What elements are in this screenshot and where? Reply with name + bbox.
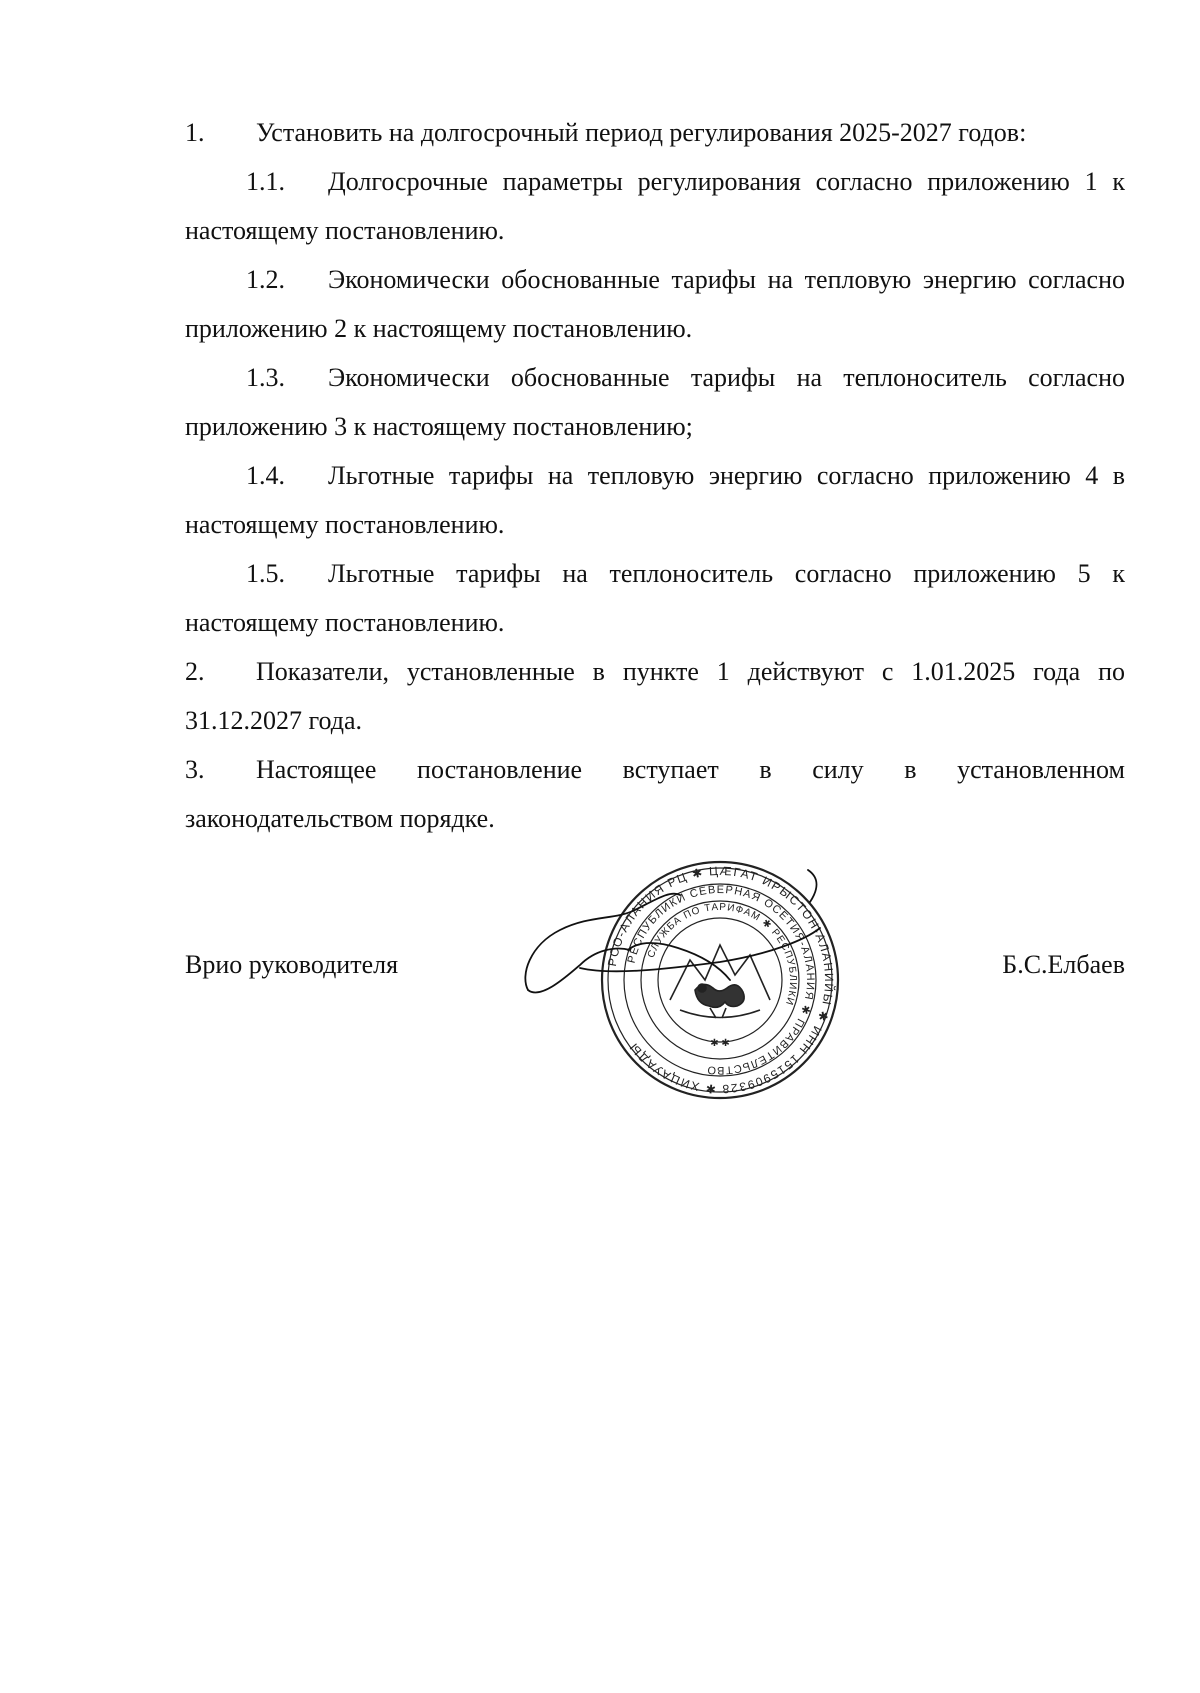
paragraph-number: 1.4. [246, 461, 285, 490]
paragraph-1 [185, 108, 1125, 157]
paragraph-text: Установить на долгосрочный период регулирования 2025-2027 годов: [256, 118, 1027, 147]
signer-name: Б.С.Елбаев [1002, 950, 1125, 979]
paragraph-text: Настоящее постановление вступает в силу в установленном законодательством порядке. [185, 755, 1125, 833]
paragraph-text: Льготные тарифы на тепловую энергию согласно приложению 4 в настоящему постановлению. [185, 461, 1125, 539]
paragraph-1-2 [185, 255, 1125, 353]
paragraph-1-5 [185, 549, 1125, 647]
official-stamp-with-signature [520, 850, 840, 1110]
stamp-lettering [605, 864, 837, 1096]
paragraph-text: Экономически обоснованные тарифы на тепловую энергию согласно приложению 2 к настоящему постановлению. [185, 265, 1125, 343]
paragraph-number: 2. [185, 657, 205, 686]
paragraph-1-1 [185, 157, 1125, 255]
paragraph-text: Показатели, установленные в пункте 1 действуют с 1.01.2025 года по 31.12.2027 года. [185, 657, 1125, 735]
svg-text:СЛУЖБА ПО ТАРИФАМ ✱ РЕСПУБЛИКИ: СЛУЖБА ПО ТАРИФАМ ✱ РЕСПУБЛИКИ [645, 901, 799, 1007]
svg-text:РЕСПУБЛИКИ СЕВЕРНАЯ ОСЕТИЯ-АЛА: РЕСПУБЛИКИ СЕВЕРНАЯ ОСЕТИЯ-АЛАНИЯ ✱ ПРАВИТЕЛЬСТВО [625, 883, 817, 1077]
paragraph-number: 1.3. [246, 363, 285, 392]
paragraph-number: 1.2. [246, 265, 285, 294]
emblem-icon [670, 945, 770, 1049]
paragraph-number: 3. [185, 755, 205, 784]
paragraph-1-4 [185, 451, 1125, 549]
paragraph-text: Долгосрочные параметры регулирования согласно приложению 1 к настоящему постановлению. [185, 167, 1125, 245]
paragraph-3 [185, 745, 1125, 843]
paragraph-number: 1.5. [246, 559, 285, 588]
paragraph-number: 1. [185, 118, 205, 147]
stamp-icon [602, 862, 838, 1098]
svg-text:✱ ✱: ✱ ✱ [710, 1038, 730, 1049]
paragraph-text: Экономически обоснованные тарифы на теплоноситель согласно приложению 3 к настоящему постановлению; [185, 363, 1125, 441]
document-body [185, 108, 1125, 843]
svg-text:РСО-АЛАНИЯ РЦ ✱ ЦÆГАТ ИРЫСТОН-: РСО-АЛАНИЯ РЦ ✱ ЦÆГАТ ИРЫСТОН-АЛАНИЙЫ ✱ ИНН 1515909328 ✱ ХИЦАУАДЫ [604, 863, 837, 1097]
paragraph-text: Льготные тарифы на теплоноситель согласно приложению 5 к настоящему постановлению. [185, 559, 1125, 637]
paragraph-2 [185, 647, 1125, 745]
paragraph-1-3 [185, 353, 1125, 451]
signer-title: Врио руководителя [185, 950, 399, 979]
paragraph-number: 1.1. [246, 167, 285, 196]
